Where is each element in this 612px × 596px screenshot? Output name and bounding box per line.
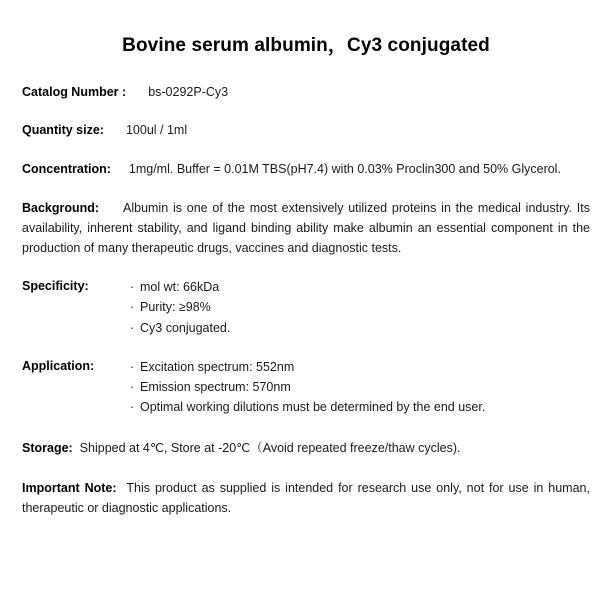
bullet-icon: · [130, 400, 135, 415]
concentration-value: 1mg/ml. Buffer = 0.01M TBS(pH7.4) with 0.03% Proclin300 and 50% Glycerol. [128, 161, 561, 176]
specificity-label: Specificity: [22, 279, 89, 294]
field-concentration [22, 160, 590, 179]
list-item [130, 318, 230, 338]
specificity-item-text: mol wt: 66kDa [140, 280, 220, 295]
bullet-icon: · [130, 359, 135, 374]
quantity-size-value: 100ul / 1ml [125, 123, 188, 138]
application-list [130, 357, 485, 418]
section-important-note [22, 478, 590, 518]
background-text: Albumin is one of the most extensively utilized proteins in the medical industry. Its availability, inherent stability, and ligand binding ability make albumin an essential component in the production of many therapeutic drugs, vaccines and diagnostic tests. [22, 201, 590, 256]
application-label: Application: [22, 358, 95, 373]
specificity-list [130, 277, 230, 338]
application-item-text: Emission spectrum: 570nm [140, 380, 291, 395]
bullet-icon: · [130, 280, 135, 295]
important-note-label: Important Note: [22, 480, 117, 495]
list-item [130, 277, 230, 297]
section-storage [22, 438, 590, 458]
section-background [22, 198, 590, 258]
page-title: Bovine serum albumin，Cy3 conjugated [122, 35, 490, 56]
field-catalog-number [22, 83, 590, 102]
list-item [130, 377, 485, 397]
storage-text: Shipped at 4℃, Store at -20℃（Avoid repeated freeze/thaw cycles). [79, 440, 461, 455]
important-note-text: This product as supplied is intended for research use only, not for use in human, therapeutic or diagnostic applications. [22, 480, 590, 515]
storage-label: Storage: [22, 440, 73, 455]
concentration-label: Concentration: [22, 161, 111, 176]
application-item-text: Optimal working dilutions must be determined by the end user. [140, 400, 486, 415]
list-item [130, 397, 485, 417]
bullet-icon: · [130, 320, 135, 335]
list-item [130, 297, 230, 317]
section-specificity [22, 277, 590, 338]
section-application [22, 357, 590, 418]
specificity-item-text: Cy3 conjugated. [140, 320, 231, 335]
list-item [130, 357, 485, 377]
catalog-number-label: Catalog Number : [22, 85, 127, 99]
document-page [0, 30, 612, 596]
catalog-number-value: bs-0292P-Cy3 [148, 85, 229, 99]
specificity-item-text: Purity: ≥98% [140, 300, 211, 315]
quantity-size-label: Quantity size: [22, 123, 104, 138]
bullet-icon: · [130, 380, 135, 395]
application-item-text: Excitation spectrum: 552nm [140, 359, 295, 374]
field-quantity-size [22, 121, 590, 140]
bullet-icon: · [130, 300, 135, 315]
background-label: Background: [22, 201, 100, 216]
